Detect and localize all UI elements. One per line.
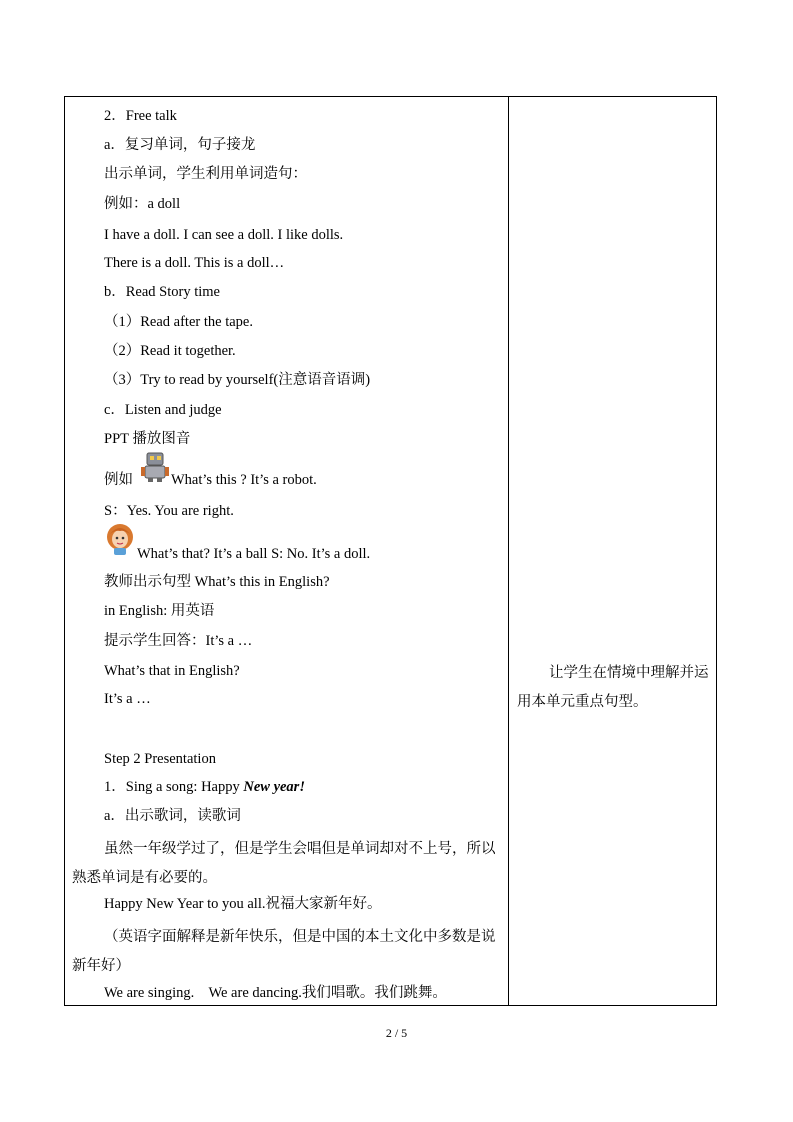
line: 出示单词，学生利用单词造句： xyxy=(104,166,307,182)
line: a．复习单词，句子接龙 xyxy=(104,137,256,153)
paragraph: 虽然一年级学过了，但是学生会唱但是单词却对不上号，所以熟悉单词是有必要的。 xyxy=(72,841,496,886)
girl-icon xyxy=(104,522,136,556)
page-number: 2 / 5 xyxy=(385,1026,408,1040)
line: in English: 用英语 xyxy=(104,603,215,619)
line xyxy=(104,777,305,797)
paragraph: （英语字面解释是新年快乐，但是中国的本土文化中多数是说新年好） xyxy=(72,929,496,974)
line: b．Read Story time xyxy=(104,284,220,300)
robot-icon xyxy=(140,451,170,483)
line: S：Yes. You are right. xyxy=(104,503,234,519)
line: We are singing. We are dancing.我们唱歌。我们跳舞。 xyxy=(104,985,447,1001)
line: 例如：a doll xyxy=(104,196,181,212)
line: （3）Try to read by yourself(注意语音语调) xyxy=(104,372,371,388)
song-line-text: 1．Sing a song: Happy xyxy=(104,779,244,795)
line: There is a doll. This is a doll… xyxy=(104,255,285,271)
line: Step 2 Presentation xyxy=(104,751,216,767)
purpose-note: 让学生在情境中理解并运用本单元重点句型。 xyxy=(517,665,709,710)
line: Happy New Year to you all.祝福大家新年好。 xyxy=(104,896,382,912)
line: （1）Read after the tape. xyxy=(104,314,253,330)
line: a．出示歌词，读歌词 xyxy=(104,808,241,824)
line: It’s a … xyxy=(104,691,151,707)
line: What’s that in English? xyxy=(104,663,240,679)
line: （2）Read it together. xyxy=(104,343,236,359)
line: What’s that? It’s a ball S: No. It’s a doll. xyxy=(137,546,371,562)
line: What’s this ? It’s a robot. xyxy=(171,472,317,488)
song-title-emphasis: New year! xyxy=(243,779,305,795)
line: PPT 播放图音 xyxy=(104,431,191,447)
purpose-cell xyxy=(509,96,717,1006)
line: 提示学生回答：It’s a … xyxy=(104,633,253,649)
procedure-cell xyxy=(64,96,508,1006)
line: c．Listen and judge xyxy=(104,402,222,418)
line: 2．Free talk xyxy=(104,108,177,124)
line: 教师出示句型 What’s this in English? xyxy=(104,574,330,590)
line: 例如 xyxy=(104,472,133,488)
line: I have a doll. I can see a doll. I like dolls. xyxy=(104,227,344,243)
